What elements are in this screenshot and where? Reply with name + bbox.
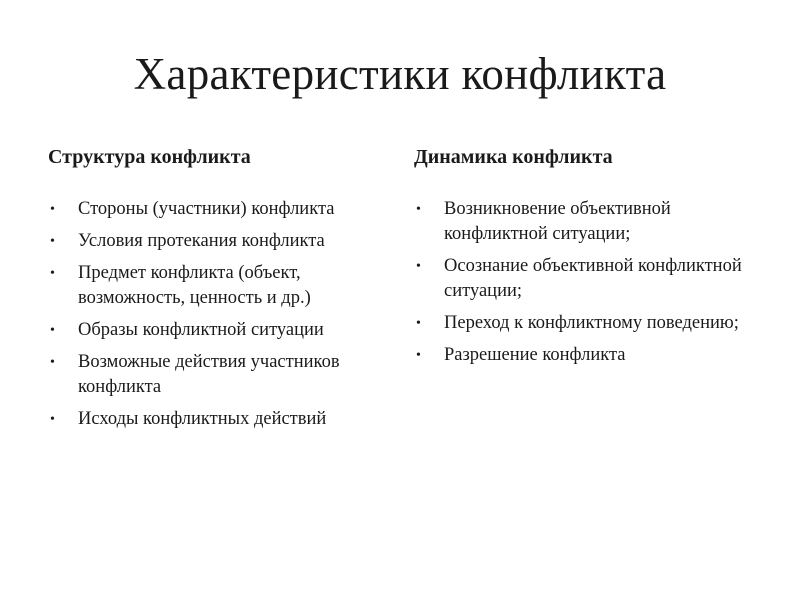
- dynamics-column: [414, 140, 764, 375]
- bullet-icon: •: [416, 259, 421, 274]
- bullet-icon: •: [50, 412, 55, 427]
- dynamics-heading: Динамика конфликта: [414, 146, 613, 168]
- bullet-icon: •: [416, 202, 421, 217]
- list-item: [414, 343, 764, 368]
- list-item: [48, 407, 388, 432]
- bullet-icon: •: [50, 323, 55, 338]
- list-item-text: Переход к конфликтному поведению;: [444, 313, 739, 333]
- bullet-icon: •: [50, 355, 55, 370]
- bullet-icon: •: [50, 266, 55, 281]
- list-item: [414, 197, 764, 247]
- bullet-icon: •: [50, 202, 55, 217]
- list-item: [414, 311, 764, 336]
- bullet-icon: •: [50, 234, 55, 249]
- list-item-text: Предмет конфликта (объект, возможность, ценность и др.): [78, 263, 311, 308]
- dynamics-list: [414, 197, 764, 368]
- slide-title: Характеристики конфликта: [133, 49, 667, 99]
- list-item-text: Условия протекания конфликта: [78, 231, 325, 251]
- structure-list: [48, 197, 388, 432]
- list-item: [48, 318, 388, 343]
- structure-heading: Структура конфликта: [48, 146, 251, 168]
- list-item-text: Стороны (участники) конфликта: [78, 199, 335, 219]
- list-item: [48, 229, 388, 254]
- list-item-text: Образы конфликтной ситуации: [78, 320, 324, 340]
- list-item: [414, 254, 764, 304]
- list-item-text: Осознание объективной конфликтной ситуации;: [444, 256, 742, 301]
- list-item: [48, 350, 388, 400]
- structure-column: [48, 140, 388, 439]
- list-item-text: Возможные действия участников конфликта: [78, 352, 340, 397]
- list-item-text: Возникновение объективной конфликтной ситуации;: [444, 199, 671, 244]
- list-item: [48, 261, 388, 311]
- list-item-text: Исходы конфликтных действий: [78, 409, 327, 429]
- bullet-icon: •: [416, 348, 421, 363]
- bullet-icon: •: [416, 316, 421, 331]
- list-item: [48, 197, 388, 222]
- list-item-text: Разрешение конфликта: [444, 345, 626, 365]
